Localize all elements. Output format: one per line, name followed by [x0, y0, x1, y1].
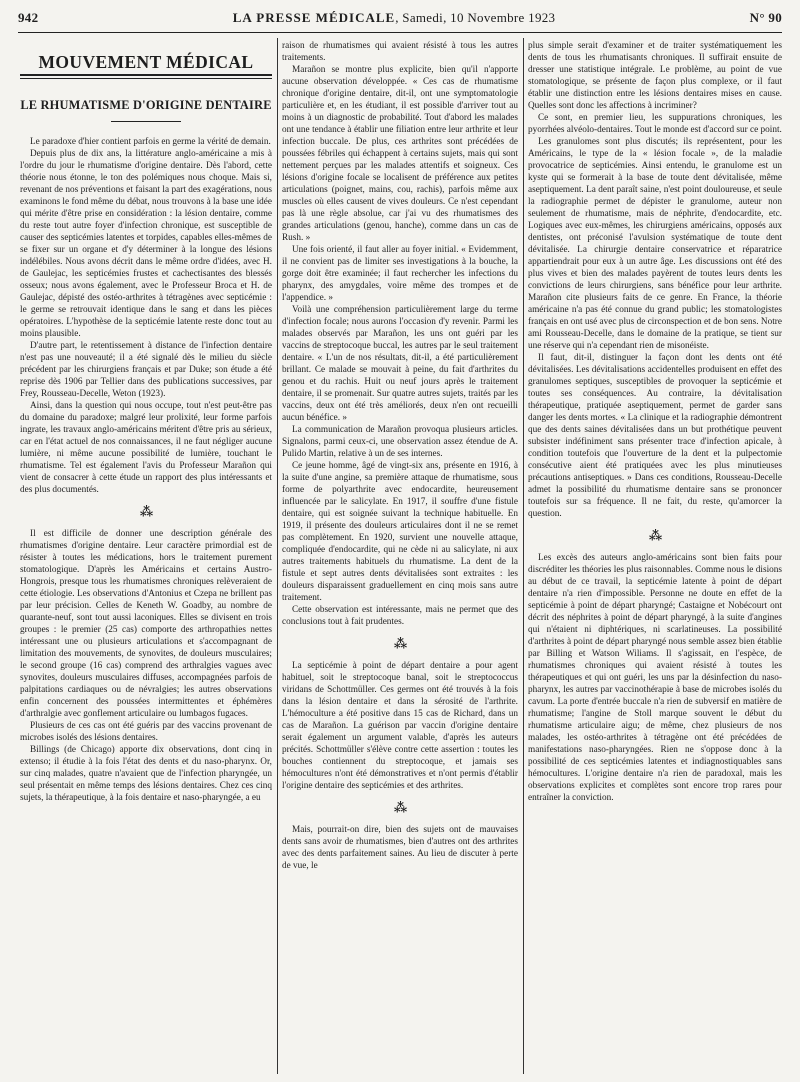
paragraph: Voilà une compréhension particulièrement large du terme d'infection focale; nous aurons l'occasion d'y revenir. Parmi les malades observés par Marañon, les uns ont guéri par les vaccins de streptocoque buccal, les autres par le seul traitement dentaire. « L'un de nos résultats, dit-il, a été particulièrement brillant. Ce malade se mouvait à peine, du fait d'arthrites du genou et du rachis. Huit ou neuf jours après le traitement dentaire, il se promenait. Sur quatre autres sujets, traités par les vaccins, deux ont été très améliorés, deux n'en ont recueilli aucun bénéfice. »: [282, 305, 518, 423]
paragraph: Il faut, dit-il, distinguer la façon dont les dents ont été dévitalisées. Les dévitalisations accidentelles produisent en effet des granulomes septiques, susceptibles de provoquer la septicémie et toutes ses conséquences. Au contraire, la dévitalisation thérapeutique, pratiquée aseptiquement, permet de garder sans danger les dents mortes. « La clinique et la radiographie démontrent que des dents saines dévitalisées dans un but prothétique peuvent subsister indéfiniment sans présenter trace d'infection apicale, à condition toutefois que l'ouverture de la dent et la pulpectomie consécutive aient été pratiquées avec les plus minutieuses précautions antiseptiques. » Dans ces conditions, Rousseau-Decelle admet la possibilité du rhumatisme dentaire sans se prononcer toutefois sur sa fréquence. Il ne fait, du reste, qu'amorcer la question.: [528, 353, 782, 519]
section-title-rule: [20, 74, 272, 79]
section-separator: ⁂: [139, 503, 153, 519]
paragraph: Ce jeune homme, âgé de vingt-six ans, présente en 1916, à la suite d'une angine, sa première attaque de rhumatisme, sous forme de polyarthrite avec endocardite, heureusement influencée par le salicylate. En 1917, il souffre d'une fistule dentaire, qui est soignée suivant la technique habituelle. En 1919, il présente des douleurs articulaires dont il ne se remet pas complètement. En 1920, survient une nouvelle attaque, compliquée d'endocardite, qui ne cède ni au salicylate, ni aux autres traitements habituels du rhumatisme. La dent de la fistule et sept autres dents dévitalisées sont extraites : les douleurs disparaissent graduellement en cinq mois sans autre traitement.: [282, 461, 518, 603]
paragraph: Ainsi, dans la question qui nous occupe, tout n'est peut-être pas du domaine du paradoxe; malgré leur prolixité, leur forme parfois ingrate, les travaux anglo-américains méritent d'être pris au sérieux, car en l'état actuel de nos connaissances, il ne faut négliger aucune lumière, ni même aucune possibilité de lumière, touchant le rhumatisme. Tel est également l'avis du Professeur Marañon qui vient de consacrer à cette étude un rapport des plus intéressants et des plus documentés.: [20, 400, 272, 495]
column-3: [528, 40, 782, 1074]
title-underline: [111, 121, 181, 122]
paragraph: Marañon se montre plus explicite, bien qu'il n'apporte aucune observation développée. « Ces cas de rhumatisme chronique d'origine dentaire, dit-il, ont une symptomatologie particulière et, en les étudiant, il est possible d'arriver tout au moins à un diagnostic de probabilité. Tout d'abord les malades ont une tendance à établir une filiation entre leur arthrite et leur infection buccale. De plus, ces arthrites sont précédées de poussées fébriles qui échappent à certains sujets, mais qui sont nettement perçues par les malades attentifs et soigneux. Ces lésions d'origine focale se localisent de préférence aux petites articulations (poignet, mains, cou, rachis), parfois même aux muscles où elles causent de vives douleurs. Ce n'est cependant pas là une règle absolue, car j'ai vu des rhumatismes des grandes articulations (genou, hanche), comme dans un cas de Rush. »: [282, 65, 518, 243]
paragraph: Il est difficile de donner une description générale des rhumatismes d'origine dentaire. Leur caractère primordial est de résister à toutes les médications, hors le traitement purement stomatologique. D'après les Américains et certains Austro-Hongrois, presque tous les rhumatismes chroniques relèveraient de cette étiologie. Les observations d'Antonius et Czepa ne brillent pas par leur précision. Celles de Keneth W. Goadby, au nombre de quarante-neuf, sont tout aussi laconiques. Elles se divisent en trois groupes : le premier (25 cas) comporte des arthropathies nettes intéressant une ou plusieurs articulations et s'accompagnant de limitation des mouvements, de synovites, de douleurs musculaires; le second groupe (16 cas) comprend des arthralgies vagues avec synovites, douleurs musculaires diffuses, accompagnées parfois de palpitations cardiaques ou de névralgies; les autres observations enfin concernent des poussées intermittentes et éphémères d'arthralgie avec gonflement articulaire ou lumbagos fugaces.: [20, 528, 272, 719]
paragraph: Les excès des auteurs anglo-américains sont bien faits pour discréditer les théories les plus raisonnables. Comme nous le disions au début de ce travail, la septicémie latente à point de départ dentaire n'a rien d'impossible. Personne ne doute en effet de la septicémie à point de départ pharyngé; Castaigne et Nobécourt ont décrit des néphrites à point de départ pharyngé, à la suite d'angines qui n'étaient ni diphtériques, ni scarlatineuses. La possibilité d'arthrites à point de départ pharyngé nous semble assez bien établie par Billing et Watson Wiliams. Il s'agissait, en l'espèce, de rhumatismes chroniques qui avaient résisté à toutes les thérapeutiques et qui ont guéri, les uns par la désinfection du naso-pharynx, les autres par vaccinothérapie à base de microbes isolés du cavum. La porte d'entrée buccale n'a rien de subversif en matière de rhumatisme; l'angine de Stoll marque souvent le début du rhumatisme articulaire aigu; de même, chez plusieurs de nos malades, les ostéo-arthrites à tétragène ont été précédées de manifestations naso-pharyngées. Rien ne s'oppose donc à la possibilité de ces septicémies latentes et indiagnostiquables sans hémocultures. L'origine dentaire n'a rien de paradoxal, mais les observations explicites et complètes sont encore trop rares pour entraîner la conviction.: [528, 553, 782, 803]
paragraph: plus simple serait d'examiner et de traiter systématiquement les dents de tous les rhumatisants chroniques. Il suffirait ensuite de dresser une statistique intégrale. Le problème, au point de vue stomatologique, se présente de façon plus complexe, or il faut établir une distinction entre les lésions dentaires mises en cause. Quelles sont donc les affections à incriminer?: [528, 41, 782, 111]
column-1: [20, 40, 272, 1074]
paragraph: raison de rhumatismes qui avaient résisté à tous les autres traitements.: [282, 41, 518, 63]
masthead: [233, 10, 556, 26]
paragraph: Plusieurs de ces cas ont été guéris par des vaccins provenant de microbes isolés des lésions dentaires.: [20, 720, 272, 743]
column-divider: [277, 38, 278, 1074]
paragraph: Billings (de Chicago) apporte dix observations, dont cinq in extenso; il étudie à la fois l'état des dents et du naso-pharynx. Or, sur cinq malades, quatre n'avaient que de l'infection pharyngée, un seul présentait en même temps des lésions dentaires. Chez ces cinq sujets, la thérapeutique, à la fois dentaire et naso-pharyngée, a eu: [20, 744, 272, 803]
paragraph: Les granulomes sont plus discutés; ils représentent, pour les Américains, le type de la « lésion focale », de la maladie provocatrice de septicémies. Ainsi entendu, le granulome est un kyste qui se formerait à la base de toute dent dévitalisée, même aseptiquement. La dent paraît saine, n'est point douloureuse, et seule la radiographie permet de dépister le granulome, auteur non seulement de rhumatisme, mais de néphrite, d'endocardite, etc. Logiques avec eux-mêmes, les chirurgiens américains, opposés aux dentistes, ont préconisé l'avulsion systématique de toute dent dévitalisée. La chirurgie dentaire conservatrice et réparatrice appartiendrait pour eux à un autre âge. Les discussions ont été des plus vives et bien des malades payèrent de toutes leurs dents les convictions de leurs chirurgiens, sans bénéfice pour leur arthrite. Marañon cite plusieurs faits de ce genre. En France, la théorie américaine n'a pas été connue du grand public; les stomatologistes français en ont usé avec plus de circonspection et de bon sens. Notre ami Rousseau-Decelle, dans le domaine de la pratique, se tient sur une réserve qui n'a cependant rien de misonéiste.: [528, 137, 782, 351]
section-separator: ⁂: [393, 800, 407, 815]
paragraph: Depuis plus de dix ans, la littérature anglo-américaine a mis à l'ordre du jour le rhumatisme d'origine dentaire. Dès l'abord, cette théorie nous étonne, le ton des polémiques nous choque. Mais si, revenant de nos préventions et faisant la part des exagérations, nous examinons le fond même du débat, nous trouvons à la base une idée qui mérite d'être prise en considération : la lésion dentaire, comme du reste tout autre foyer d'infection chronique, est susceptible de causer des septicémies latentes et torpides, capables elles-mêmes de se fixer sur un organe et d'y déterminer à la longue des lésions indélébiles. Nous avons décrit dans le même ordre d'idées, avec H. de Gaulejac, les septicémies frustes et cachectisantes des blessés osseux; nous avons également, avec le Professeur Broca et H. de Gaulejac, dépisté des ostéo-arthrites à tétragènes avec septicémie : le germe se retrouvait identique dans le sang et dans les pièces opératoires. L'hypothèse de la septicémie latente reste donc tout au moins plausible.: [20, 148, 272, 339]
page-header: [18, 10, 782, 32]
paragraph: D'autre part, le retentissement à distance de l'infection dentaire n'est pas une nouveauté; il a été signalé dès le milieu du siècle précédent par les chirurgiens français et par Duke; son étude a été reprise dès 1906 par Tellier dans des publications successives, par Frey, Rousseau-Decelle, Weton (1923).: [20, 340, 272, 399]
paragraph: La communication de Marañon provoqua plusieurs articles. Signalons, parmi ceux-ci, une observation assez étendue de A. Pulido Martin, relative à un de ses internes.: [282, 425, 518, 459]
paragraph: Le paradoxe d'hier contient parfois en germe la vérité de demain.: [30, 136, 271, 147]
section-separator: ⁂: [648, 528, 662, 543]
issue-number: N° 90: [749, 10, 782, 25]
section-separator: ⁂: [393, 636, 407, 651]
paragraph: Ce sont, en premier lieu, les suppurations chroniques, les pyorrhées alvéolo-dentaires. Tout le monde est d'accord sur ce point.: [528, 113, 782, 135]
publication-name: LA PRESSE MÉDICALE: [232, 10, 396, 25]
paragraph: Mais, pourrait-on dire, bien des sujets ont de mauvaises dents sans avoir de rhumatismes, bien d'autres ont des arthrites avec des dents parfaitement saines. Au lieu de discuter à perte de vue, le: [282, 825, 518, 871]
column-divider: [523, 38, 524, 1074]
header-rule: [18, 32, 782, 33]
issue-date: , Samedi, 10 Novembre 1923: [395, 10, 556, 25]
page-number: 942: [18, 10, 39, 25]
column-2: [282, 40, 518, 1074]
paragraph: Une fois orienté, il faut aller au foyer initial. « Evidemment, il ne convient pas de limiter ses investigations à la bouche, la gorge doit être examinée; il faut rechercher les infections du pharynx, des amygdales, voire même des trompes et de l'appendice. »: [282, 245, 518, 303]
paragraph: La septicémie à point de départ dentaire a pour agent habituel, soit le streptocoque banal, soit le streptococcus viridans de Schottmüller. Ces germes ont été trouvés à la fois dans la lésion dentaire et dans la sérosité de l'arthrite. L'hémoculture a été positive dans 15 cas de Richard, dans un cas de Marañon. La guérison par vaccin d'origine dentaire serait également un argument valable, d'après les auteurs précités. Schottmüller s'élève contre cette assertion : toutes les bouches contiennent du streptocoque, et jamais ses hémocultures n'ont été démonstratives et n'ont permis d'établir l'origine dentaire des septicémies et des arthrites.: [282, 661, 518, 791]
paragraph: Cette observation est intéressante, mais ne permet que des conclusions tout à fait prudentes.: [282, 605, 518, 627]
article-title: LE RHUMATISME D'ORIGINE DENTAIRE: [20, 97, 272, 112]
section-title: MOUVEMENT MÉDICAL: [38, 52, 254, 72]
